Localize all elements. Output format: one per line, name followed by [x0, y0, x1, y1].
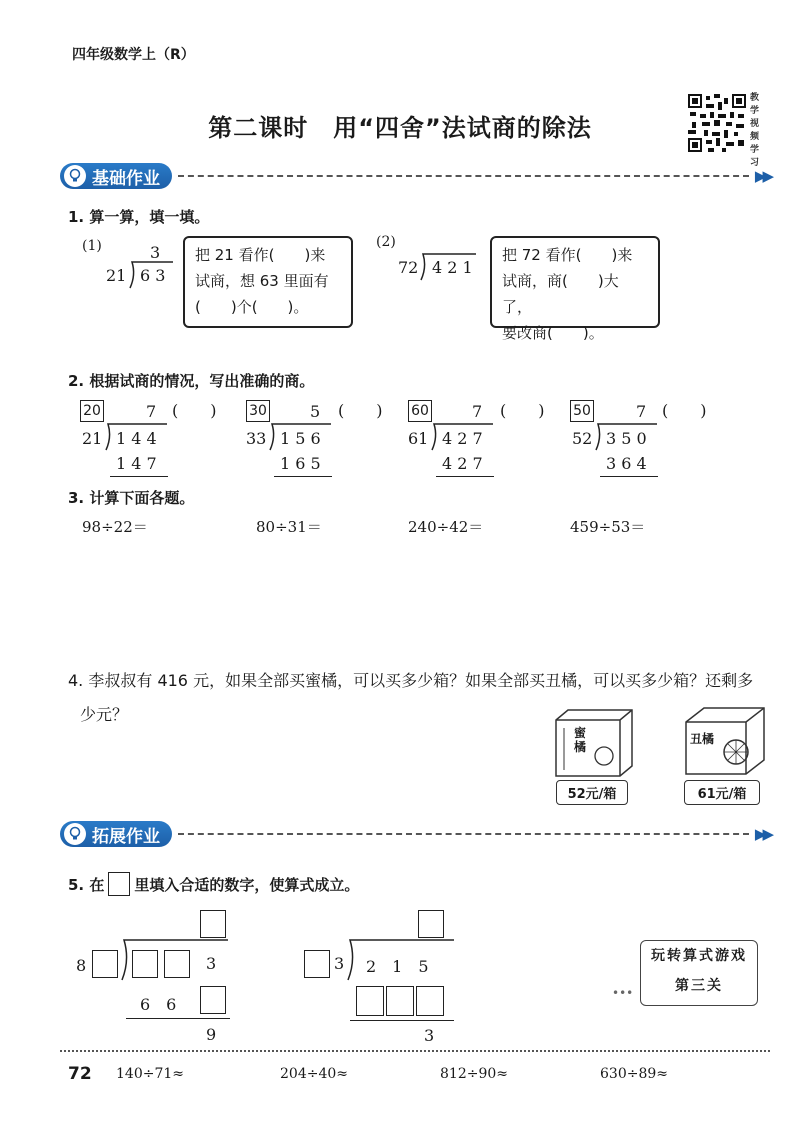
q2-dividend: 1 5 6: [280, 429, 321, 448]
q2-title: 2. 根据试商的情况，写出准确的商。: [68, 372, 315, 390]
honey-orange-box-icon: [552, 706, 638, 778]
section-basic-header: [60, 162, 770, 190]
q2-dividend: 4 2 7: [442, 429, 483, 448]
q1-part2-dividend: 4 2 1: [432, 258, 473, 277]
game-box: [640, 940, 758, 1006]
q1-part1-label: (1): [82, 238, 102, 254]
double-arrow-icon: ▶▶: [754, 167, 770, 185]
game-level: 第三关: [675, 978, 723, 994]
q1-title: 1. 算一算，填一填。: [68, 208, 210, 226]
digit-blank[interactable]: [200, 986, 226, 1014]
q5-left-dividend-digit: 3: [206, 954, 217, 973]
footer-expression: 812÷90≈: [440, 1066, 508, 1082]
q5-title-b: 里填入合适的数字，使算式成立。: [134, 875, 360, 894]
q4-line2: 少元？: [80, 705, 129, 724]
q2-answer-paren[interactable]: ( ): [338, 401, 383, 420]
q1-part1-box: [183, 236, 353, 328]
box-line: 把 21 看作( )来: [195, 246, 326, 264]
q5-left-line: [126, 1018, 230, 1019]
q5-title-a: 5. 在: [68, 875, 105, 894]
q2-dividend: 3 5 0: [606, 429, 647, 448]
q2-line: [274, 476, 332, 477]
q2-estimate-box: 60: [408, 400, 432, 422]
honey-orange-price: 52元/箱: [556, 780, 628, 805]
footer-expression: 140÷71≈: [116, 1066, 184, 1082]
q5-title: [68, 872, 359, 896]
q2-product: 3 6 4: [606, 454, 647, 473]
q2-line: [110, 476, 168, 477]
box-line: 把 72 看作( )来: [502, 246, 633, 264]
q5-left-remainder: 9: [206, 1025, 217, 1044]
q2-answer-paren[interactable]: ( ): [662, 401, 707, 420]
q2-estimate-box: 20: [80, 400, 104, 422]
q1-part1-dividend: 6 3: [140, 266, 166, 285]
q2-divisor: 61: [408, 429, 429, 448]
q2-product: 1 6 5: [280, 454, 321, 473]
q1-part2-box: [490, 236, 660, 342]
q2-divisor: 33: [246, 429, 267, 448]
digit-blank[interactable]: [356, 986, 384, 1016]
q2-quotient: 7: [472, 402, 483, 421]
section-basic-label: 基础作业: [92, 168, 160, 189]
lesson-title: 第二课时 用“四舍”法试商的除法: [208, 114, 592, 142]
double-arrow-icon: ▶▶: [754, 825, 770, 843]
box-line: 试商，想 63 里面有: [195, 272, 329, 290]
q5-right-remainder: 3: [424, 1026, 435, 1045]
footer-divider: [60, 1050, 770, 1052]
box-line: 要改商( )。: [502, 324, 604, 342]
q2-line: [436, 476, 494, 477]
q5-left-product: 6 6: [140, 995, 177, 1014]
digit-blank[interactable]: [416, 986, 444, 1016]
digit-blank[interactable]: [304, 950, 330, 978]
q1-part1-divisor: 21: [106, 266, 127, 285]
dots-decoration: •••: [612, 986, 634, 1000]
digit-blank[interactable]: [92, 950, 118, 978]
book-title: 四年级数学上（R）: [72, 47, 195, 63]
divider: [178, 175, 749, 177]
ugly-orange-name: 丑橘: [690, 732, 715, 746]
q2-line: [600, 476, 658, 477]
q2-quotient: 5: [310, 402, 321, 421]
qr-code-icon[interactable]: [688, 94, 746, 152]
footer-expression: 204÷40≈: [280, 1066, 348, 1082]
lightbulb-icon: [64, 823, 86, 845]
q5-right-dividend: 2 1 5: [366, 957, 429, 976]
lightbulb-icon: [64, 165, 86, 187]
section-extended-pill: [60, 821, 172, 847]
q2-answer-paren[interactable]: ( ): [172, 401, 217, 420]
q2-answer-paren[interactable]: ( ): [500, 401, 545, 420]
divider: [178, 833, 749, 835]
q2-estimate-box: 30: [246, 400, 270, 422]
digit-blank[interactable]: [200, 910, 226, 938]
qr-label: 教学视频学习: [750, 93, 760, 168]
q3-expression: 459÷53＝: [570, 518, 646, 536]
q1-part1-quotient: 3: [150, 243, 161, 262]
box-line: 试商，商( )大了，: [502, 272, 619, 316]
q5-right-line: [350, 1020, 454, 1021]
q2-item: [570, 398, 720, 478]
section-extended-label: 拓展作业: [92, 826, 160, 847]
q2-item: [408, 398, 545, 478]
q1-part2-label: (2): [376, 234, 396, 250]
q2-product: 4 2 7: [442, 454, 483, 473]
page-number: 72: [68, 1064, 92, 1084]
q2-product: 1 4 7: [116, 454, 157, 473]
q4-line1: 4. 李叔叔有 416 元，如果全部买蜜橘，可以买多少箱？如果全部买丑橘，可以买多少箱？还剩多: [68, 671, 754, 690]
footer-expression: 630÷89≈: [600, 1066, 668, 1082]
q3-title: 3. 计算下面各题。: [68, 489, 195, 507]
ugly-orange-price: 61元/箱: [684, 780, 760, 805]
q2-divisor: 52: [572, 429, 593, 448]
q2-dividend: 1 4 4: [116, 429, 157, 448]
blank-box-sample: [108, 872, 130, 896]
q3-expression: 98÷22＝: [82, 518, 148, 536]
q2-divisor: 21: [82, 429, 103, 448]
q5-right-divisor-digit: 3: [334, 954, 345, 973]
q2-quotient: 7: [636, 402, 647, 421]
game-title: 玩转算式游戏: [651, 948, 747, 964]
digit-blank[interactable]: [132, 950, 158, 978]
box-line: ( )个( )。: [195, 298, 309, 316]
q2-quotient: 7: [146, 402, 157, 421]
q3-expression: 80÷31＝: [256, 518, 322, 536]
q2-item: [80, 398, 217, 478]
digit-blank[interactable]: [164, 950, 190, 978]
q1-part2-divisor: 72: [398, 258, 419, 277]
honey-orange-name: 蜜橘: [574, 726, 587, 754]
q2-estimate-box: 50: [570, 400, 594, 422]
section-basic-pill: [60, 163, 172, 189]
q3-expression: 240÷42＝: [408, 518, 484, 536]
q2-item: [246, 398, 383, 478]
q5-left-divisor: 8: [76, 956, 87, 975]
digit-blank[interactable]: [418, 910, 444, 938]
section-extended-header: [60, 820, 770, 848]
digit-blank[interactable]: [386, 986, 414, 1016]
